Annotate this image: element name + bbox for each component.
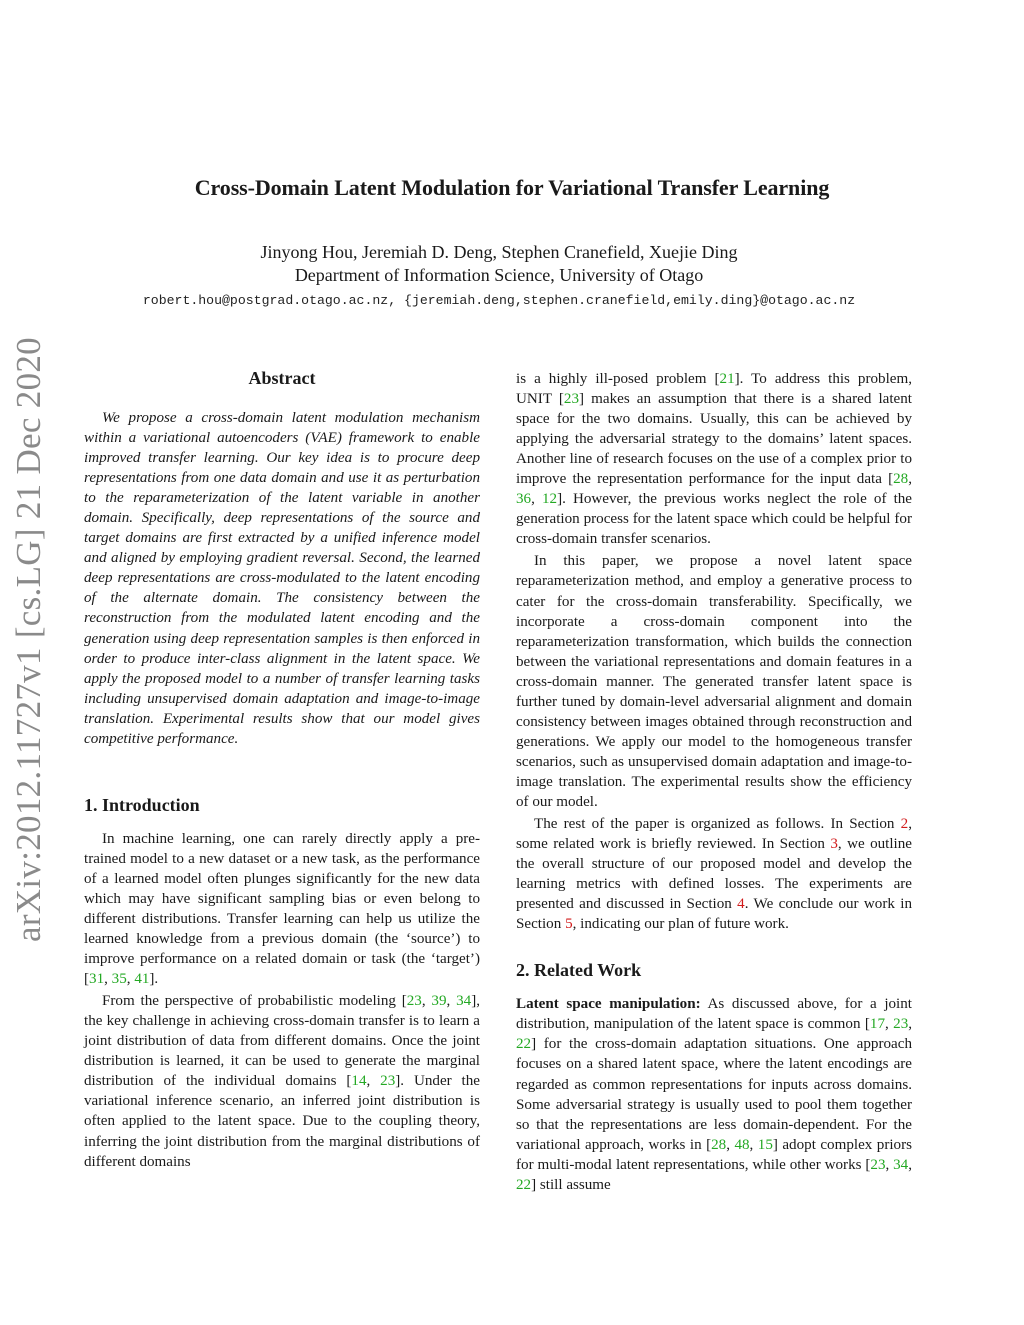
section-heading-introduction: 1. Introduction (84, 794, 200, 815)
citation-link[interactable]: 23 (563, 391, 579, 408)
citation-link[interactable]: 35 (111, 971, 127, 988)
left-column (84, 368, 480, 1172)
citation-link[interactable]: 34 (456, 993, 472, 1010)
citation-link[interactable]: 21 (719, 371, 735, 387)
citation-link[interactable]: 12 (541, 491, 558, 508)
citation-link[interactable]: 34 (893, 1156, 909, 1173)
abstract-text: We propose a cross-domain latent modulation mechanism within a variational autoencoders (VAE) framework to enable improved transfer learning. Our key idea is to procure deep representations from one data domain and use it as perturbation to the reparameterization of the latent variable in another domain. Specifically, deep representations of the source and target domains are first extracted by a unified inference model and aligned by employing gradient reversal. Second, the learned deep representations are cross-modulated to the latent encoding of the alternate domain. The consistency between the reconstruction from the modulated latent encoding and the generation using deep representation samples is then enforced in order to produce inter-class alignment in the latent space. We apply the proposed model to a number of transfer learning tasks including unsupervised domain adaptation and image-to-image translation. Experimental results show that our model gives competitive performance. (84, 410, 480, 747)
section-link[interactable]: 2 (900, 816, 909, 833)
citation-link[interactable]: 23 (380, 1073, 396, 1090)
intro-paragraph-4: In this paper, we propose a novel latent space reparameterization method, and employ a generative process to cater for the cross-domain transferability. Specifically, we incorporate a cross-domain component into the reparameterization transformation, which builds the connection between the variational representations and domain features in a cross-domain manner. The generated transfer latent space is further tuned by domain-level adversarial alignment and domain consistency between images obtained through reconstruction and generations. We apply our model to the homogeneous transfer scenarios, such as unsupervised domain adaptation and image-to-image translation. The experimental results show the efficiency of our model. (516, 553, 912, 810)
affiliation: Department of Information Science, University of Otago (294, 265, 704, 285)
citation-link[interactable]: 39 (431, 993, 447, 1010)
citation-link[interactable]: 14 (351, 1073, 367, 1090)
section-link[interactable]: 5 (565, 916, 573, 933)
right-column (516, 369, 912, 1195)
intro-paragraph-2: From the perspective of probabilistic modeling [23, 39, 34], the key challenge in achieving cross-domain transfer is to learn a joint distribution of data from different domains. Once the joint distribution is learned, it can be used to generate the marginal distribution of the individual domains [14, 23]. Under the variational inference scenario, an inferred joint distribution is often applied to the latent space. Due to the coupling theory, inferring the joint distribution from the marginal distributions of different domains (84, 993, 480, 1170)
intro-paragraph-1: In machine learning, one can rarely directly apply a pre-trained model to a new dataset or a new task, as the performance of a learned model often plunges significantly for the new data which may have significant sampling bias or even belong to different distributions. Transfer learning can help us utilize the learned knowledge from a previous domain (the ‘source’) to improve performance on a related domain or task (the ‘target’) [31, 35, 41]. (84, 830, 480, 988)
citation-link[interactable]: 23 (893, 1016, 909, 1033)
arxiv-stamp: arXiv:2012.11727v1 [cs.LG] 21 Dec 2020 (9, 337, 48, 942)
intro-paragraph-3: is a highly ill-posed problem [21]. To address this problem, UNIT [23] makes an assumption that there is a shared latent space for the two domains. Usually, this can be achieved by applying the adversarial strategy to the domains’ latent spaces. Another line of research focuses on the use of a complex prior to improve the representation performance for the input data [28, 36, 12]. However, the previous works neglect the role of the generation process for the latent space which could be helpful for cross-domain transfer scenarios. (516, 371, 913, 548)
citation-link[interactable]: 15 (757, 1136, 773, 1153)
citation-link[interactable]: 41 (134, 971, 150, 988)
citation-link[interactable]: 23 (870, 1156, 886, 1173)
citation-link[interactable]: 48 (734, 1136, 750, 1153)
citation-link[interactable]: 28 (893, 471, 909, 488)
abstract-heading: Abstract (248, 368, 316, 388)
author-list: Jinyong Hou, Jeremiah D. Deng, Stephen Cranefield, Xuejie Ding (260, 242, 738, 262)
section-heading-related-work: 2. Related Work (516, 960, 642, 981)
section-link[interactable]: 3 (830, 836, 838, 853)
citation-link[interactable]: 28 (711, 1136, 727, 1153)
citation-link[interactable]: 36 (516, 491, 532, 508)
paper-title: Cross-Domain Latent Modulation for Variational Transfer Learning (194, 175, 830, 200)
citation-link[interactable]: 17 (869, 1016, 885, 1033)
citation-link[interactable]: 22 (516, 1036, 532, 1053)
author-emails: robert.hou@postgrad.otago.ac.nz, {jeremiah.deng,stephen.cranefield,emily.ding}@otago.ac.nz (142, 293, 856, 308)
related-paragraph-1: Latent space manipulation: As discussed above, for a joint distribution, manipulation of the latent space is common [17, 23, 22] for the cross-domain adaptation situations. One approach focuses on a shared latent space, where the latent encodings are regarded as common representations for inputs across domains. Some adversarial strategy is usually used to pool them together so that the representations are less domain-dependent. For the variational approach, works in [28, 48, 15] adopt complex priors for multi-modal latent representations, while other works [23, 34, 22] still assume (516, 996, 913, 1193)
citation-link[interactable]: 22 (516, 1176, 532, 1193)
paragraph-lead: Latent space manipulation: (516, 996, 701, 1013)
section-link[interactable]: 4 (737, 896, 745, 913)
intro-paragraph-5: The rest of the paper is organized as follows. In Section 2, some related work is briefly reviewed. In Section 3, we outline the overall structure of our proposed model and develop the learning metrics with defined losses. The experiments are presented and discussed in Section 4. We conclude our work in Section 5, indicating our plan of future work. (516, 816, 912, 933)
citation-link[interactable]: 23 (406, 993, 422, 1010)
citation-link[interactable]: 31 (89, 971, 105, 988)
